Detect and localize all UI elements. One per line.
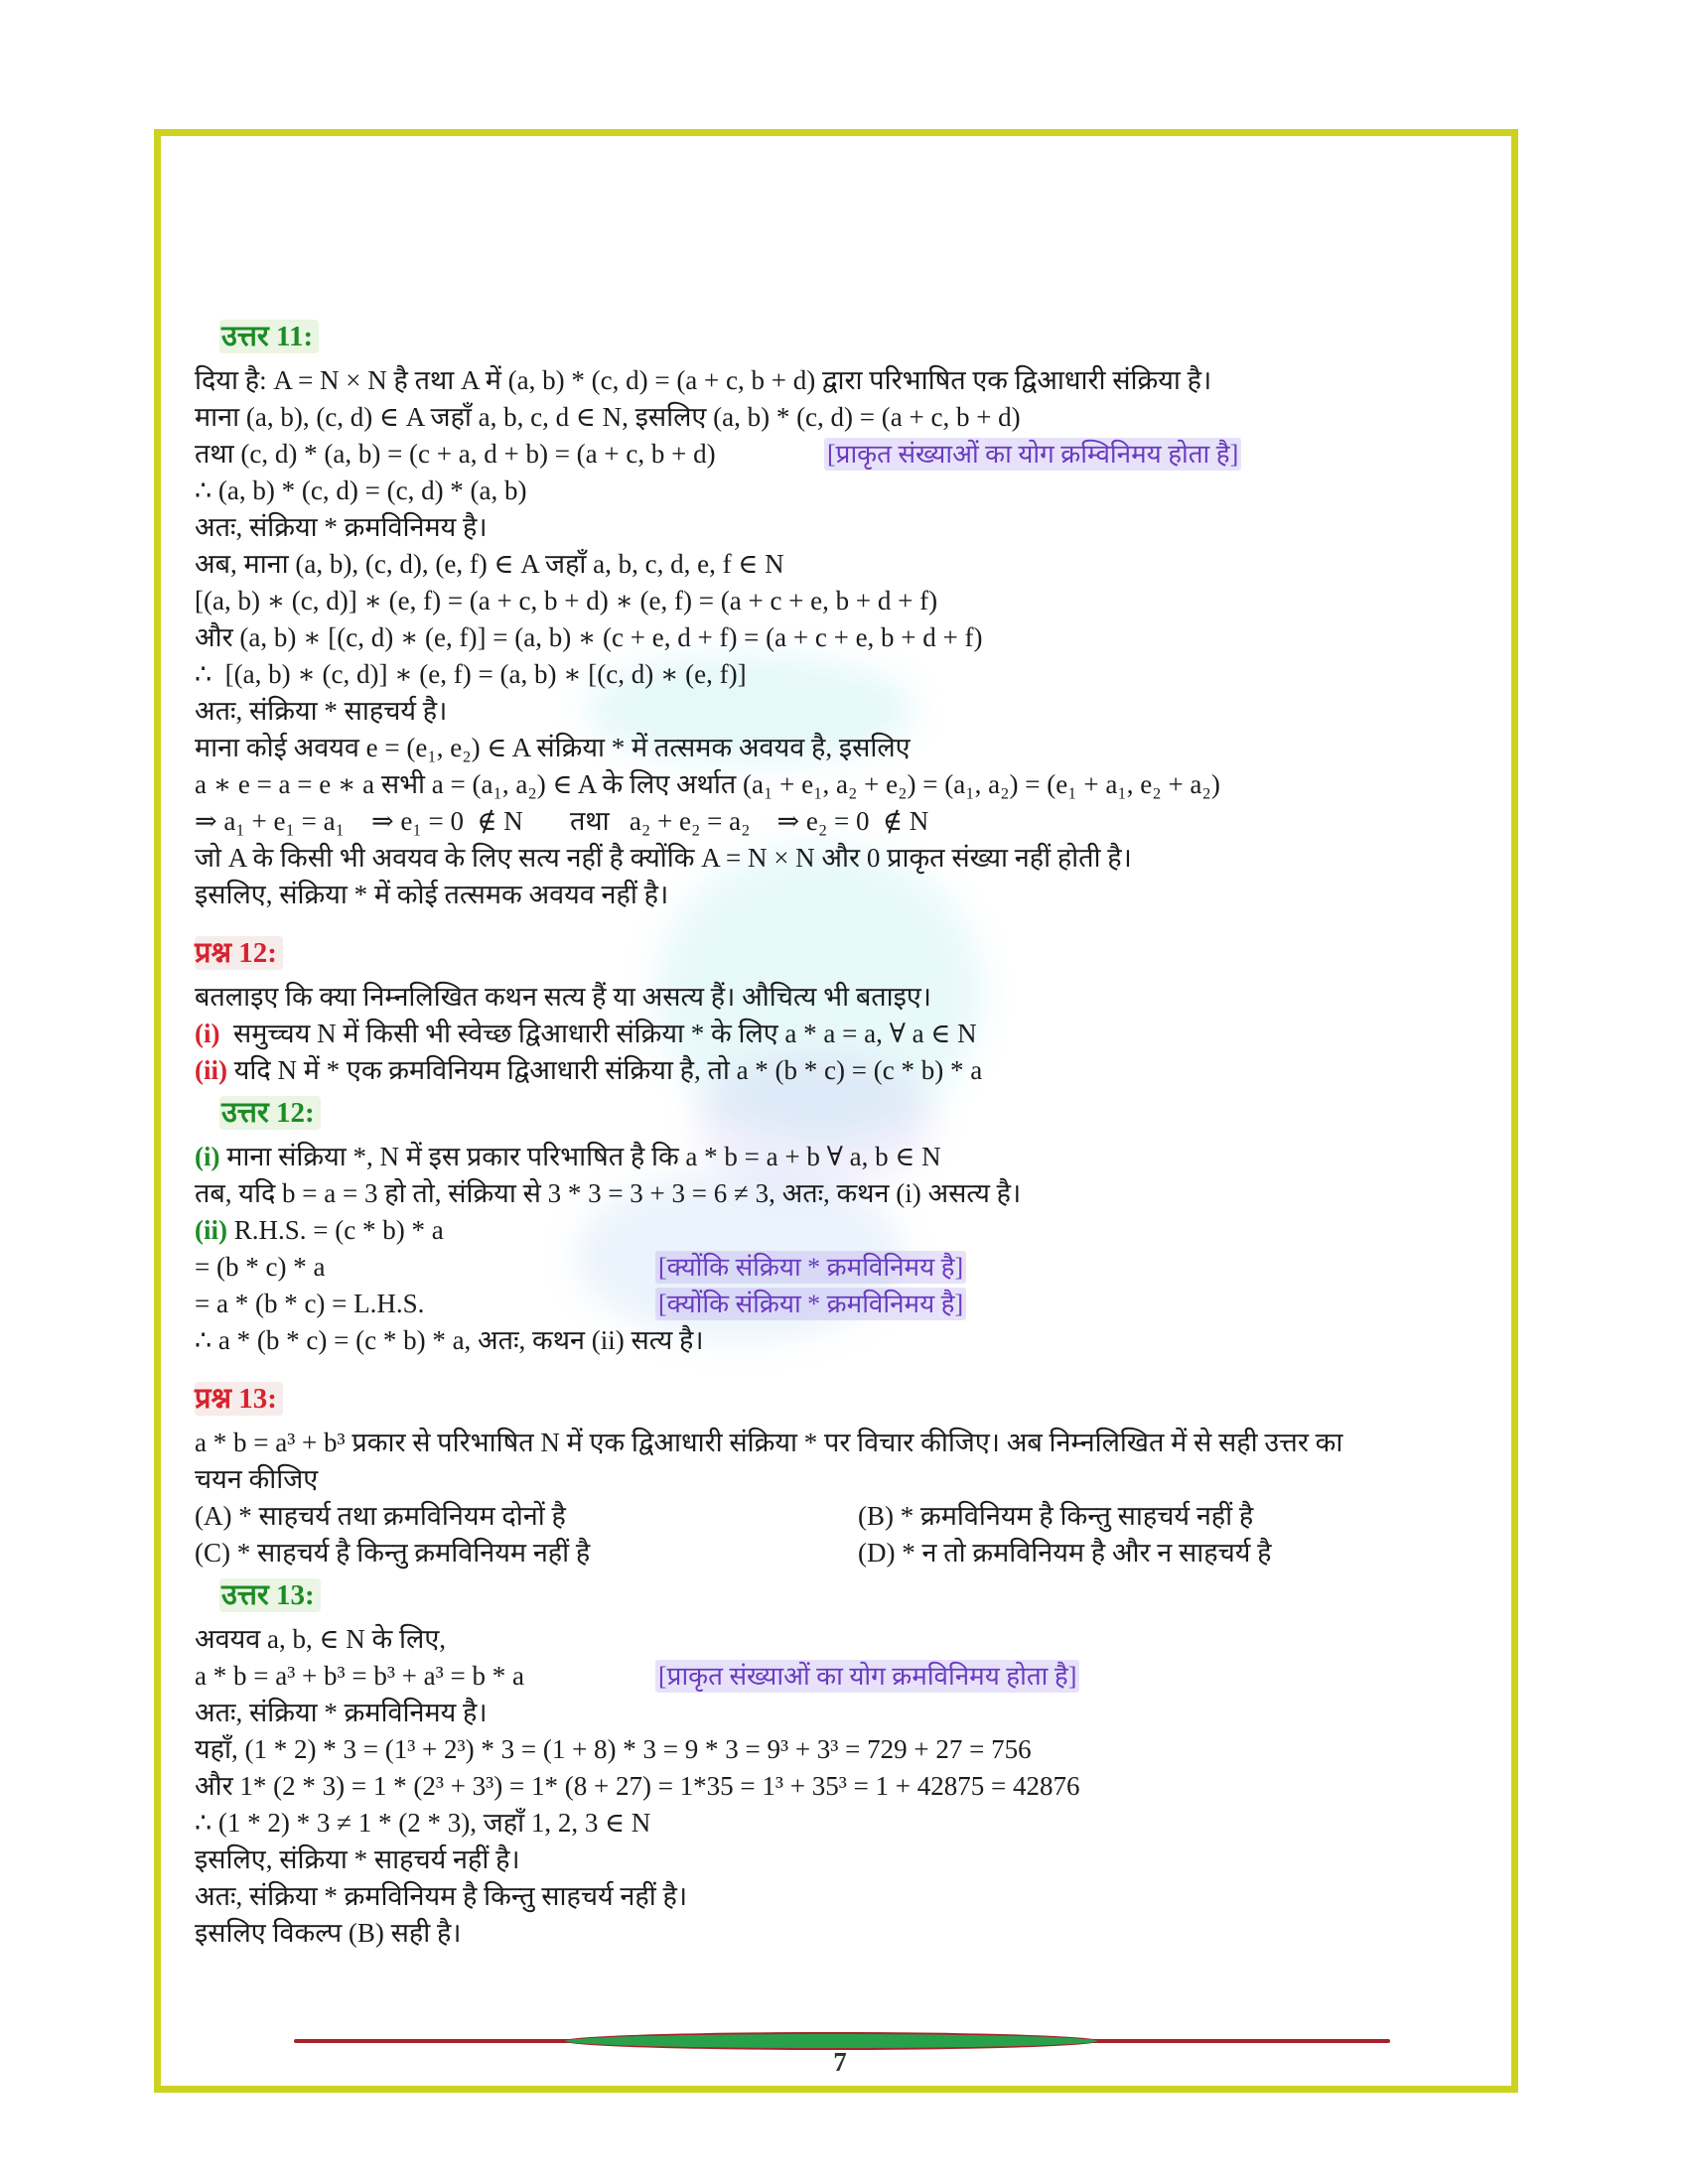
text-line <box>195 803 1485 840</box>
options-row <box>195 1535 1485 1571</box>
text-line <box>195 436 1485 473</box>
text-line <box>195 1212 1485 1249</box>
text-run: ∴ (a, b) * (c, d) = (c, d) * (a, b) <box>195 476 527 505</box>
text-line <box>195 1695 1485 1731</box>
text-run: बतलाइए कि क्या निम्नलिखित कथन सत्य हैं या असत्य हैं। औचित्य भी बताइए। <box>195 982 932 1012</box>
option-left: (A) * साहचर्य तथा क्रमविनियम दोनों है <box>195 1501 566 1531</box>
text-line <box>195 509 1485 546</box>
text-line <box>195 1878 1485 1915</box>
text-run: दिया है: A = N × N है तथा A में (a, b) * (c, d) = (a + c, b + d) द्वारा परिभाषित एक द्विआधारी संक्रिया है। <box>195 365 1212 395</box>
text-run: तब, यदि b = a = 3 हो तो, संक्रिया से 3 * 3 = 3 + 3 = 6 ≠ 3, अतः, कथन (i) असत्य है। <box>195 1178 1022 1208</box>
annotation-tag: [क्योंकि संक्रिया * क्रमविनिमय है] <box>655 1251 966 1284</box>
heading-label: उत्तर 12: <box>219 1096 321 1130</box>
text-run: अतः, संक्रिया * क्रमविनिमय है। <box>195 512 488 542</box>
answer-12-heading <box>219 1093 1485 1133</box>
text-line <box>195 1805 1485 1842</box>
text-run: a * b = a³ + b³ = b³ + a³ = b * a <box>195 1661 524 1691</box>
text-run: माना कोई अवयव e = (e₁, e₂) ∈ A संक्रिया * में तत्समक अवयव है, इसलिए <box>195 733 911 762</box>
text-line <box>195 730 1485 766</box>
text-line <box>195 1461 1485 1498</box>
text-line <box>195 1731 1485 1768</box>
text-run: R.H.S. = (c * b) * a <box>227 1215 444 1245</box>
text-run: तथा (c, d) * (a, b) = (c + a, d + b) = (a + c, b + d) <box>195 439 716 469</box>
text-run: अतः, संक्रिया * साहचर्य है। <box>195 696 448 726</box>
text-line <box>195 877 1485 913</box>
option-right: (B) * क्रमविनियम है किन्तु साहचर्य नहीं है <box>858 1501 1254 1531</box>
text-run: a ∗ e = a = e ∗ a सभी a = (a₁, a₂) ∈ A के लिए अर्थात (a₁ + e₁, a₂ + e₂) = (a₁, a₂) = (e₁ + a₁, e₂ + a₂) <box>195 769 1220 799</box>
list-item-ii <box>195 1052 1485 1089</box>
text-run: इसलिए विकल्प (B) सही है। <box>195 1918 462 1948</box>
section-gap <box>195 913 1485 931</box>
answer-13-heading <box>219 1575 1485 1615</box>
heading-label: प्रश्न 12: <box>195 936 283 970</box>
text-run: यदि N में * एक क्रमविनियम द्विआधारी संक्रिया है, तो a * (b * c) = (c * b) * a <box>227 1055 983 1085</box>
text-line <box>195 840 1485 877</box>
text-run: ∴ [(a, b) ∗ (c, d)] ∗ (e, f) = (a, b) ∗ [(c, d) ∗ (e, f)] <box>195 659 747 689</box>
heading-label: उत्तर 13: <box>219 1578 321 1612</box>
text-line <box>195 362 1485 399</box>
page-number <box>195 2047 1485 2078</box>
text-line <box>195 1286 1485 1322</box>
text-line <box>195 656 1485 693</box>
text-run: = a * (b * c) = L.H.S. <box>195 1289 425 1318</box>
text-run: इसलिए, संक्रिया * साहचर्य नहीं है। <box>195 1844 520 1874</box>
text-line <box>195 1425 1485 1461</box>
text-run: जो A के किसी भी अवयव के लिए सत्य नहीं है क्योंकि A = N × N और 0 प्राकृत संख्या नहीं होती है। <box>195 843 1132 873</box>
text-line <box>195 1322 1485 1359</box>
heading-label: प्रश्न 13: <box>195 1382 283 1416</box>
page-number-value: 7 <box>833 2047 847 2077</box>
section-gap <box>195 1359 1485 1377</box>
annotation-tag: [क्योंकि संक्रिया * क्रमविनिमय है] <box>655 1288 966 1320</box>
answer-11-heading <box>219 317 1485 356</box>
text-line <box>195 1842 1485 1878</box>
text-run: अब, माना (a, b), (c, d), (e, f) ∈ A जहाँ a, b, c, d, e, f ∈ N <box>195 549 784 579</box>
list-marker: (i) <box>195 1019 220 1048</box>
text-run: यहाँ, (1 * 2) * 3 = (1³ + 2³) * 3 = (1 + 8) * 3 = 9 * 3 = 9³ + 3³ = 729 + 27 = 756 <box>195 1734 1032 1764</box>
document-body <box>195 313 1485 1952</box>
list-marker: (ii) <box>195 1215 227 1245</box>
annotation-tag: [प्राकृत संख्याओं का योग क्रम्विनिमय होता है] <box>824 438 1241 471</box>
text-line <box>195 693 1485 730</box>
list-item-i <box>195 1016 1485 1052</box>
text-run: चयन कीजिए <box>195 1464 319 1494</box>
text-run: और (a, b) ∗ [(c, d) ∗ (e, f)] = (a, b) ∗ (c + e, d + f) = (a + c + e, b + d + f) <box>195 622 983 652</box>
text-line <box>195 1768 1485 1805</box>
list-marker: (ii) <box>195 1055 227 1085</box>
text-line <box>195 399 1485 436</box>
list-marker: (i) <box>195 1142 220 1171</box>
question-13-heading <box>195 1379 1485 1419</box>
annotation-tag: [प्राकृत संख्याओं का योग क्रमविनिमय होता है] <box>655 1660 1079 1693</box>
text-run: माना (a, b), (c, d) ∈ A जहाँ a, b, c, d ∈ N, इसलिए (a, b) * (c, d) = (a + c, b + d) <box>195 402 1021 432</box>
text-run: [(a, b) ∗ (c, d)] ∗ (e, f) = (a + c, b + d) ∗ (e, f) = (a + c + e, b + d + f) <box>195 586 938 615</box>
text-line <box>195 1658 1485 1695</box>
options-row <box>195 1498 1485 1535</box>
text-line <box>195 473 1485 509</box>
text-run: माना संक्रिया *, N में इस प्रकार परिभाषित है कि a * b = a + b ∀ a, b ∈ N <box>219 1142 941 1171</box>
text-line <box>195 1175 1485 1212</box>
text-run: अतः, संक्रिया * क्रमविनिमय है। <box>195 1698 488 1727</box>
text-run: ∴ (1 * 2) * 3 ≠ 1 * (2 * 3), जहाँ 1, 2, 3 ∈ N <box>195 1808 651 1838</box>
text-run: ⇒ a₁ + e₁ = a₁ ⇒ e₁ = 0 ∉ N तथा a₂ + e₂ = a₂ ⇒ e₂ = 0 ∉ N <box>195 806 929 836</box>
text-line <box>195 546 1485 583</box>
heading-label: उत्तर 11: <box>219 320 319 353</box>
text-line <box>195 1249 1485 1286</box>
text-run: = (b * c) * a <box>195 1252 326 1282</box>
text-run: इसलिए, संक्रिया * में कोई तत्समक अवयव नहीं है। <box>195 880 669 909</box>
text-run: a * b = a³ + b³ प्रकार से परिभाषित N में एक द्विआधारी संक्रिया * पर विचार कीजिए। अब निम्नलिखित में से सही उत्तर का <box>195 1428 1343 1457</box>
text-line <box>195 1139 1485 1175</box>
text-run: समुच्चय N में किसी भी स्वेच्छ द्विआधारी संक्रिया * के लिए a * a = a, ∀ a ∈ N <box>219 1019 977 1048</box>
text-line <box>195 766 1485 803</box>
text-run: और 1* (2 * 3) = 1 * (2³ + 3³) = 1* (8 + 27) = 1*35 = 1³ + 35³ = 1 + 42875 = 42876 <box>195 1771 1080 1801</box>
text-line <box>195 583 1485 619</box>
option-right: (D) * न तो क्रमविनियम है और न साहचर्य है <box>858 1538 1272 1568</box>
text-line <box>195 1915 1485 1952</box>
question-12-heading <box>195 933 1485 973</box>
text-run: अवयव a, b, ∈ N के लिए, <box>195 1624 446 1654</box>
text-line <box>195 979 1485 1016</box>
text-run: अतः, संक्रिया * क्रमविनियम है किन्तु साहचर्य नहीं है। <box>195 1881 688 1911</box>
option-left: (C) * साहचर्य है किन्तु क्रमविनियम नहीं है <box>195 1538 591 1568</box>
text-run: ∴ a * (b * c) = (c * b) * a, अतः, कथन (ii) सत्य है। <box>195 1325 704 1355</box>
text-line <box>195 619 1485 656</box>
text-line <box>195 1621 1485 1658</box>
